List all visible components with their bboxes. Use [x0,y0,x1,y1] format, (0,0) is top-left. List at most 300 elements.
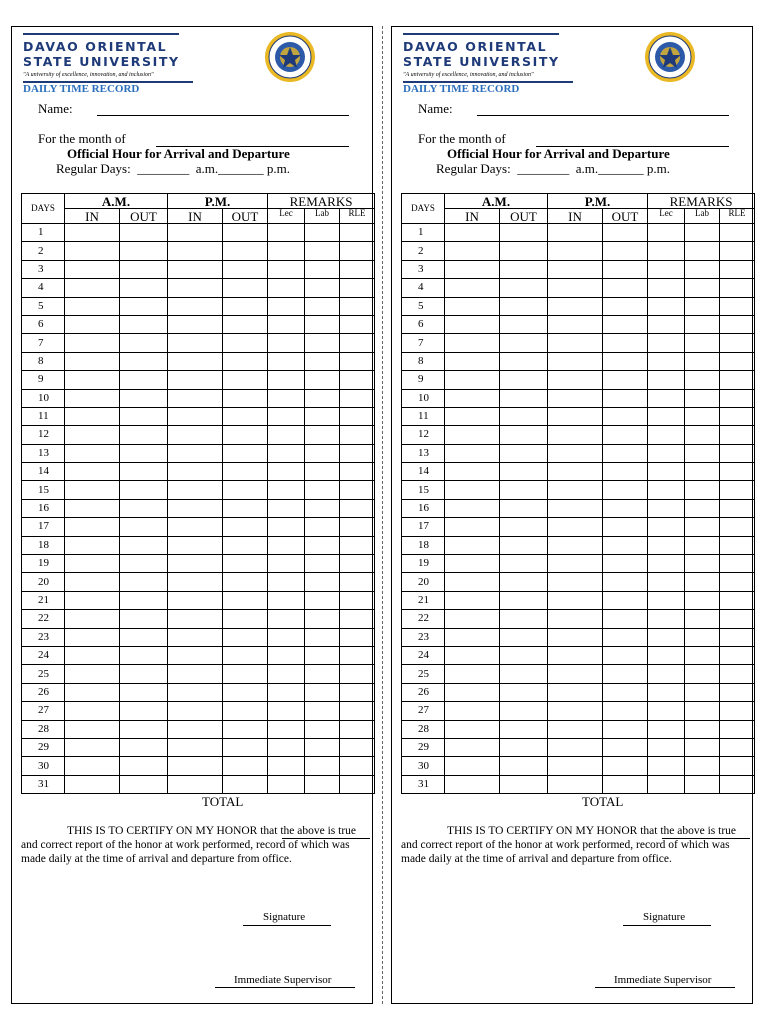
lec-cell[interactable] [648,628,685,646]
am-out-cell[interactable] [500,591,548,609]
pm-in-cell[interactable] [548,665,603,683]
am-in-cell[interactable] [445,389,500,407]
am-out-cell[interactable] [500,352,548,370]
lec-cell[interactable] [648,610,685,628]
am-in-cell[interactable] [445,683,500,701]
am-in-cell[interactable] [65,224,120,242]
lab-cell[interactable] [685,591,720,609]
pm-out-cell[interactable] [223,573,268,591]
am-out-cell[interactable] [120,297,168,315]
lab-cell[interactable] [685,444,720,462]
rle-cell[interactable] [720,352,755,370]
rle-cell[interactable] [340,371,375,389]
pm-out-cell[interactable] [603,628,648,646]
pm-out-cell[interactable] [603,260,648,278]
lec-cell[interactable] [268,499,305,517]
am-out-cell[interactable] [120,720,168,738]
pm-in-cell[interactable] [548,720,603,738]
am-in-cell[interactable] [445,628,500,646]
lec-cell[interactable] [648,757,685,775]
lec-cell[interactable] [268,444,305,462]
am-in-cell[interactable] [65,481,120,499]
am-out-cell[interactable] [120,279,168,297]
pm-in-cell[interactable] [548,738,603,756]
pm-in-cell[interactable] [548,352,603,370]
pm-in-cell[interactable] [548,591,603,609]
am-in-cell[interactable] [445,463,500,481]
am-in-cell[interactable] [65,279,120,297]
lec-cell[interactable] [268,315,305,333]
am-out-cell[interactable] [120,646,168,664]
pm-in-cell[interactable] [168,646,223,664]
am-in-cell[interactable] [65,646,120,664]
lec-cell[interactable] [268,775,305,793]
am-in-cell[interactable] [445,536,500,554]
rle-cell[interactable] [340,720,375,738]
am-in-cell[interactable] [65,499,120,517]
pm-out-cell[interactable] [223,683,268,701]
pm-out-cell[interactable] [603,389,648,407]
am-out-cell[interactable] [500,610,548,628]
lab-cell[interactable] [305,279,340,297]
rle-cell[interactable] [720,389,755,407]
lab-cell[interactable] [305,628,340,646]
rle-cell[interactable] [340,242,375,260]
rle-cell[interactable] [720,738,755,756]
rle-cell[interactable] [720,665,755,683]
lec-cell[interactable] [648,591,685,609]
pm-in-cell[interactable] [168,683,223,701]
lab-cell[interactable] [685,481,720,499]
pm-out-cell[interactable] [603,407,648,425]
am-in-cell[interactable] [445,573,500,591]
am-out-cell[interactable] [500,665,548,683]
pm-out-cell[interactable] [603,757,648,775]
lab-cell[interactable] [685,555,720,573]
lec-cell[interactable] [268,720,305,738]
pm-in-cell[interactable] [168,481,223,499]
lec-cell[interactable] [648,463,685,481]
pm-out-cell[interactable] [603,242,648,260]
rle-cell[interactable] [340,738,375,756]
pm-out-cell[interactable] [603,371,648,389]
lab-cell[interactable] [305,665,340,683]
lab-cell[interactable] [305,720,340,738]
rle-cell[interactable] [720,757,755,775]
pm-out-cell[interactable] [603,536,648,554]
rle-cell[interactable] [720,555,755,573]
lab-cell[interactable] [685,757,720,775]
rle-cell[interactable] [340,481,375,499]
rle-cell[interactable] [340,279,375,297]
pm-out-cell[interactable] [223,279,268,297]
pm-in-cell[interactable] [548,702,603,720]
lab-cell[interactable] [305,242,340,260]
lec-cell[interactable] [268,260,305,278]
am-in-cell[interactable] [445,610,500,628]
am-out-cell[interactable] [500,720,548,738]
lab-cell[interactable] [685,334,720,352]
pm-in-cell[interactable] [548,444,603,462]
lec-cell[interactable] [268,224,305,242]
am-in-cell[interactable] [65,297,120,315]
pm-out-cell[interactable] [603,315,648,333]
pm-out-cell[interactable] [603,518,648,536]
am-in-cell[interactable] [65,610,120,628]
rle-cell[interactable] [720,518,755,536]
pm-out-cell[interactable] [223,628,268,646]
am-out-cell[interactable] [500,757,548,775]
rle-cell[interactable] [340,260,375,278]
lec-cell[interactable] [648,518,685,536]
pm-out-cell[interactable] [223,481,268,499]
am-out-cell[interactable] [500,426,548,444]
pm-out-cell[interactable] [603,610,648,628]
lab-cell[interactable] [685,260,720,278]
supervisor-line[interactable] [215,987,355,988]
am-in-cell[interactable] [445,224,500,242]
pm-out-cell[interactable] [223,555,268,573]
lec-cell[interactable] [268,371,305,389]
am-in-cell[interactable] [445,279,500,297]
pm-out-cell[interactable] [603,646,648,664]
lec-cell[interactable] [648,426,685,444]
lec-cell[interactable] [268,481,305,499]
pm-in-cell[interactable] [168,536,223,554]
pm-out-cell[interactable] [603,683,648,701]
am-out-cell[interactable] [120,224,168,242]
am-out-cell[interactable] [120,555,168,573]
lec-cell[interactable] [648,389,685,407]
am-in-cell[interactable] [445,499,500,517]
am-in-cell[interactable] [445,352,500,370]
pm-out-cell[interactable] [223,463,268,481]
lec-cell[interactable] [648,555,685,573]
am-out-cell[interactable] [120,775,168,793]
am-in-cell[interactable] [65,536,120,554]
lec-cell[interactable] [268,738,305,756]
rle-cell[interactable] [720,720,755,738]
lec-cell[interactable] [648,499,685,517]
pm-out-cell[interactable] [223,224,268,242]
pm-in-cell[interactable] [168,352,223,370]
rle-cell[interactable] [340,426,375,444]
am-out-cell[interactable] [500,702,548,720]
lab-cell[interactable] [305,591,340,609]
am-out-cell[interactable] [500,775,548,793]
lab-cell[interactable] [305,224,340,242]
am-out-cell[interactable] [120,573,168,591]
lec-cell[interactable] [268,297,305,315]
rle-cell[interactable] [720,646,755,664]
pm-in-cell[interactable] [548,628,603,646]
lab-cell[interactable] [305,536,340,554]
rle-cell[interactable] [340,573,375,591]
am-out-cell[interactable] [500,371,548,389]
pm-in-cell[interactable] [168,371,223,389]
pm-out-cell[interactable] [603,444,648,462]
rle-cell[interactable] [340,224,375,242]
am-in-cell[interactable] [65,665,120,683]
rle-cell[interactable] [340,757,375,775]
am-in-cell[interactable] [445,775,500,793]
lab-cell[interactable] [685,775,720,793]
lab-cell[interactable] [685,628,720,646]
am-out-cell[interactable] [500,444,548,462]
rle-cell[interactable] [720,573,755,591]
am-out-cell[interactable] [500,646,548,664]
lab-cell[interactable] [685,279,720,297]
pm-out-cell[interactable] [603,702,648,720]
lec-cell[interactable] [648,738,685,756]
pm-in-cell[interactable] [548,371,603,389]
am-out-cell[interactable] [500,536,548,554]
lab-cell[interactable] [685,518,720,536]
am-out-cell[interactable] [120,260,168,278]
pm-in-cell[interactable] [548,536,603,554]
lab-cell[interactable] [685,297,720,315]
lec-cell[interactable] [648,646,685,664]
am-out-cell[interactable] [500,518,548,536]
pm-out-cell[interactable] [603,665,648,683]
am-in-cell[interactable] [65,352,120,370]
am-out-cell[interactable] [120,407,168,425]
pm-out-cell[interactable] [603,426,648,444]
lec-cell[interactable] [268,573,305,591]
rle-cell[interactable] [720,610,755,628]
lab-cell[interactable] [685,426,720,444]
am-in-cell[interactable] [445,591,500,609]
am-out-cell[interactable] [500,260,548,278]
lec-cell[interactable] [268,407,305,425]
pm-in-cell[interactable] [548,315,603,333]
lab-cell[interactable] [305,334,340,352]
pm-in-cell[interactable] [168,260,223,278]
lec-cell[interactable] [648,720,685,738]
am-in-cell[interactable] [445,720,500,738]
am-in-cell[interactable] [445,757,500,775]
pm-in-cell[interactable] [548,573,603,591]
am-out-cell[interactable] [120,702,168,720]
rle-cell[interactable] [340,463,375,481]
lab-cell[interactable] [685,407,720,425]
rle-cell[interactable] [720,702,755,720]
lec-cell[interactable] [648,481,685,499]
pm-in-cell[interactable] [168,315,223,333]
am-out-cell[interactable] [120,610,168,628]
lab-cell[interactable] [305,738,340,756]
am-out-cell[interactable] [120,315,168,333]
am-in-cell[interactable] [65,738,120,756]
pm-in-cell[interactable] [168,279,223,297]
pm-out-cell[interactable] [223,702,268,720]
rle-cell[interactable] [340,389,375,407]
am-in-cell[interactable] [65,407,120,425]
lec-cell[interactable] [268,518,305,536]
pm-in-cell[interactable] [168,628,223,646]
lec-cell[interactable] [648,315,685,333]
am-in-cell[interactable] [65,702,120,720]
lab-cell[interactable] [305,407,340,425]
lec-cell[interactable] [648,279,685,297]
lec-cell[interactable] [268,683,305,701]
am-out-cell[interactable] [120,536,168,554]
lab-cell[interactable] [685,683,720,701]
pm-out-cell[interactable] [603,297,648,315]
rle-cell[interactable] [720,444,755,462]
am-out-cell[interactable] [120,757,168,775]
am-in-cell[interactable] [65,757,120,775]
am-out-cell[interactable] [120,738,168,756]
lab-cell[interactable] [685,646,720,664]
am-in-cell[interactable] [445,242,500,260]
lab-cell[interactable] [305,573,340,591]
lab-cell[interactable] [305,757,340,775]
am-in-cell[interactable] [65,775,120,793]
rle-cell[interactable] [340,315,375,333]
pm-out-cell[interactable] [603,481,648,499]
pm-in-cell[interactable] [168,573,223,591]
am-in-cell[interactable] [445,444,500,462]
rle-cell[interactable] [720,536,755,554]
rle-cell[interactable] [720,334,755,352]
lab-cell[interactable] [305,683,340,701]
rle-cell[interactable] [720,628,755,646]
am-in-cell[interactable] [445,334,500,352]
pm-in-cell[interactable] [168,720,223,738]
pm-out-cell[interactable] [223,775,268,793]
rle-cell[interactable] [340,683,375,701]
am-in-cell[interactable] [445,371,500,389]
lab-cell[interactable] [305,315,340,333]
rle-cell[interactable] [720,591,755,609]
rle-cell[interactable] [720,371,755,389]
lec-cell[interactable] [268,555,305,573]
am-in-cell[interactable] [65,444,120,462]
signature-line[interactable] [623,925,711,926]
lec-cell[interactable] [268,279,305,297]
pm-in-cell[interactable] [168,389,223,407]
lec-cell[interactable] [648,334,685,352]
lec-cell[interactable] [648,573,685,591]
pm-in-cell[interactable] [548,555,603,573]
supervisor-line[interactable] [595,987,735,988]
pm-in-cell[interactable] [168,463,223,481]
rle-cell[interactable] [340,499,375,517]
pm-in-cell[interactable] [168,555,223,573]
pm-out-cell[interactable] [603,591,648,609]
pm-in-cell[interactable] [168,297,223,315]
am-out-cell[interactable] [500,738,548,756]
pm-out-cell[interactable] [603,279,648,297]
lec-cell[interactable] [268,242,305,260]
lab-cell[interactable] [685,665,720,683]
am-in-cell[interactable] [65,242,120,260]
name-field[interactable] [477,115,729,116]
lab-cell[interactable] [305,555,340,573]
rle-cell[interactable] [720,775,755,793]
lab-cell[interactable] [685,499,720,517]
rle-cell[interactable] [340,297,375,315]
rle-cell[interactable] [720,407,755,425]
am-out-cell[interactable] [120,389,168,407]
pm-in-cell[interactable] [168,738,223,756]
lec-cell[interactable] [648,352,685,370]
pm-in-cell[interactable] [548,389,603,407]
lec-cell[interactable] [648,683,685,701]
lab-cell[interactable] [685,389,720,407]
lab-cell[interactable] [685,224,720,242]
lab-cell[interactable] [305,297,340,315]
lab-cell[interactable] [685,702,720,720]
am-in-cell[interactable] [445,260,500,278]
lec-cell[interactable] [648,665,685,683]
am-out-cell[interactable] [120,628,168,646]
pm-out-cell[interactable] [603,738,648,756]
pm-out-cell[interactable] [223,738,268,756]
am-in-cell[interactable] [445,407,500,425]
am-out-cell[interactable] [120,444,168,462]
rle-cell[interactable] [340,407,375,425]
pm-out-cell[interactable] [223,371,268,389]
pm-in-cell[interactable] [548,407,603,425]
pm-in-cell[interactable] [168,518,223,536]
am-in-cell[interactable] [65,573,120,591]
am-out-cell[interactable] [120,499,168,517]
am-out-cell[interactable] [120,334,168,352]
pm-out-cell[interactable] [223,334,268,352]
pm-in-cell[interactable] [548,481,603,499]
pm-out-cell[interactable] [223,518,268,536]
lab-cell[interactable] [305,426,340,444]
rle-cell[interactable] [720,260,755,278]
pm-in-cell[interactable] [548,646,603,664]
pm-out-cell[interactable] [223,591,268,609]
pm-out-cell[interactable] [603,775,648,793]
lab-cell[interactable] [685,536,720,554]
am-out-cell[interactable] [500,463,548,481]
name-field[interactable] [97,115,349,116]
pm-in-cell[interactable] [548,334,603,352]
pm-out-cell[interactable] [223,499,268,517]
am-in-cell[interactable] [445,315,500,333]
pm-out-cell[interactable] [603,334,648,352]
pm-out-cell[interactable] [223,444,268,462]
lab-cell[interactable] [305,371,340,389]
pm-in-cell[interactable] [548,426,603,444]
pm-in-cell[interactable] [548,757,603,775]
pm-out-cell[interactable] [223,536,268,554]
rle-cell[interactable] [720,426,755,444]
pm-out-cell[interactable] [223,242,268,260]
rle-cell[interactable] [340,555,375,573]
pm-out-cell[interactable] [223,610,268,628]
lec-cell[interactable] [648,702,685,720]
am-out-cell[interactable] [500,628,548,646]
am-in-cell[interactable] [65,720,120,738]
rle-cell[interactable] [720,463,755,481]
am-in-cell[interactable] [445,665,500,683]
pm-out-cell[interactable] [223,389,268,407]
pm-out-cell[interactable] [603,555,648,573]
lec-cell[interactable] [268,757,305,775]
lec-cell[interactable] [648,242,685,260]
am-out-cell[interactable] [500,499,548,517]
pm-out-cell[interactable] [223,720,268,738]
pm-in-cell[interactable] [548,518,603,536]
lec-cell[interactable] [268,628,305,646]
lec-cell[interactable] [268,426,305,444]
